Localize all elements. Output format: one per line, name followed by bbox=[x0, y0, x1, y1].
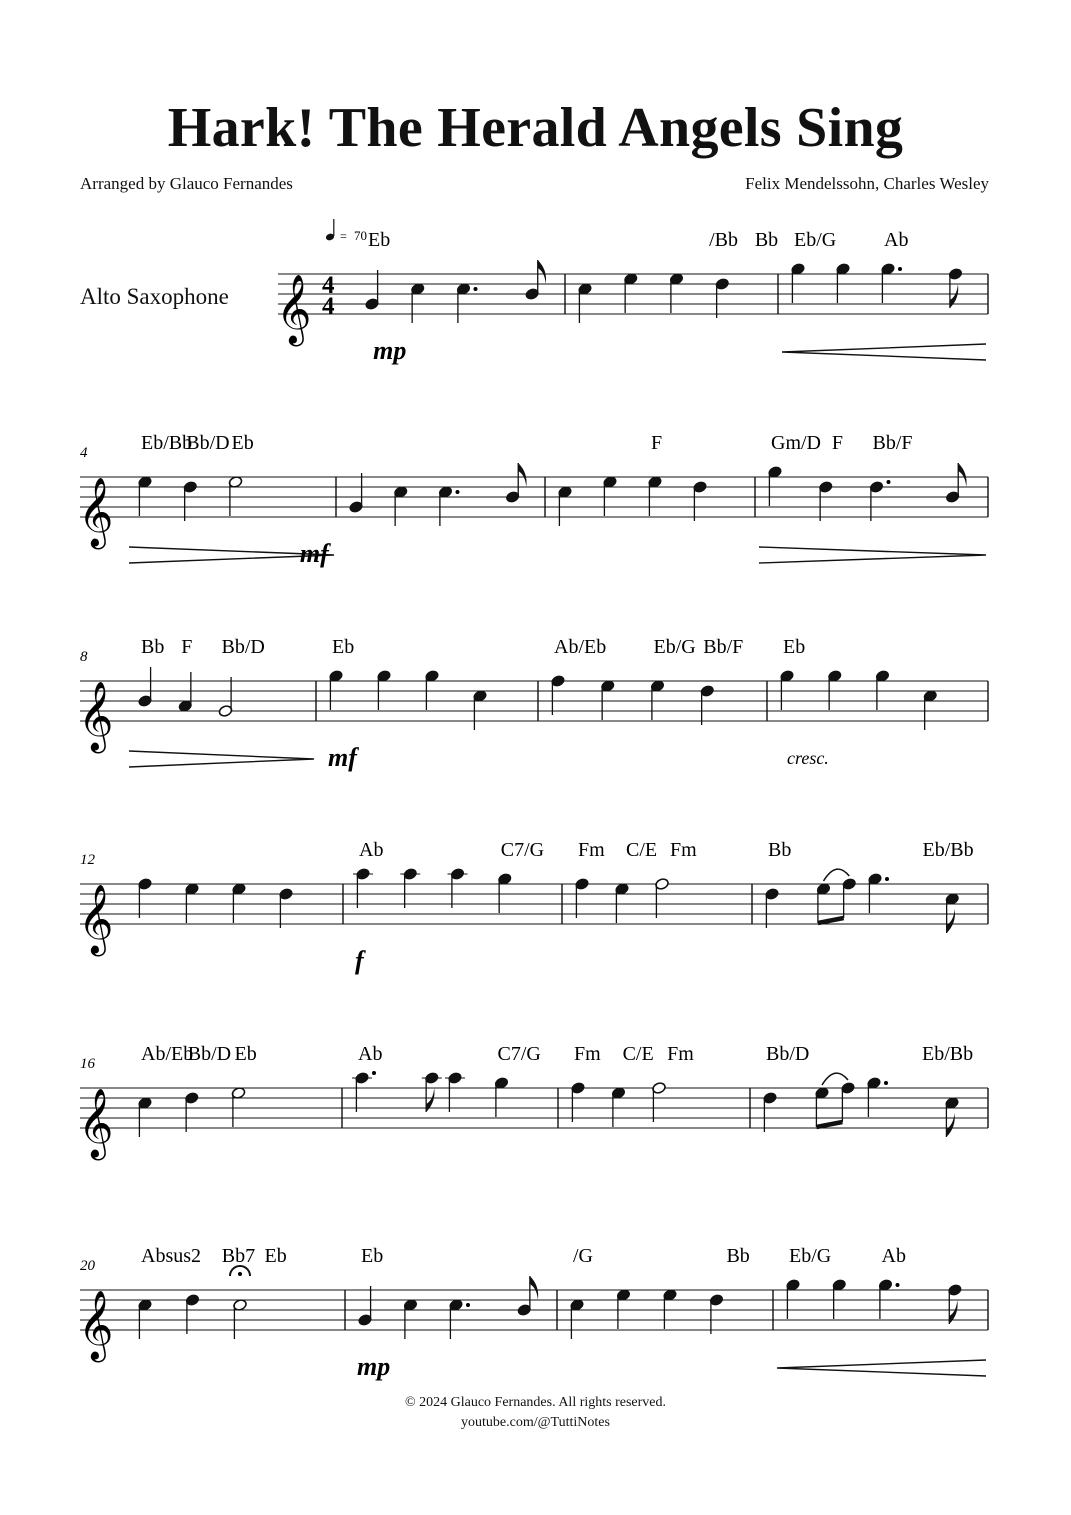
chord-symbol: Absus2 bbox=[141, 1245, 202, 1267]
chord-symbol: Bb/F bbox=[872, 432, 913, 454]
chord-symbol: Bb bbox=[754, 229, 779, 251]
chord-symbol: Eb/G bbox=[653, 636, 696, 658]
chord-symbol: Eb bbox=[332, 636, 355, 658]
chord-symbol: Ab bbox=[359, 839, 384, 861]
chord-symbol: Bb/D bbox=[187, 1043, 232, 1065]
augmentation-dot bbox=[474, 287, 478, 291]
expression-text: cresc. bbox=[787, 748, 829, 768]
augmentation-dot bbox=[884, 1081, 888, 1085]
chord-symbol: Ab bbox=[884, 229, 909, 251]
chord-symbol: C/E bbox=[622, 1043, 654, 1065]
staff-system bbox=[80, 667, 988, 767]
treble-clef-icon: 𝄞 bbox=[78, 1292, 114, 1358]
treble-clef-icon: 𝄞 bbox=[78, 479, 114, 545]
chord-symbol: Eb bbox=[234, 1043, 257, 1065]
chord-symbol: Eb bbox=[231, 432, 254, 454]
chord-symbol: Fm bbox=[574, 1043, 601, 1065]
eighth-flag bbox=[530, 1276, 538, 1300]
diminuendo-hairpin bbox=[129, 751, 314, 767]
eighth-flag bbox=[946, 1113, 954, 1137]
arranger-credit: Arranged by Glauco Fernandes bbox=[80, 174, 293, 193]
chord-symbol: Eb/Bb bbox=[922, 839, 974, 861]
chord-symbol: Eb/G bbox=[794, 229, 837, 251]
chord-symbol: Bb/F bbox=[703, 636, 744, 658]
chord-symbol: Gm/D bbox=[771, 432, 821, 454]
chord-symbol: Bb bbox=[768, 839, 792, 861]
staff-system bbox=[80, 1071, 988, 1137]
treble-clef-icon: 𝄞 bbox=[276, 276, 312, 342]
chord-symbol: Bb bbox=[141, 636, 165, 658]
tempo-equals: = bbox=[340, 229, 347, 243]
chord-symbol: F bbox=[181, 636, 193, 658]
diminuendo-hairpin bbox=[759, 547, 986, 563]
chord-symbol: F bbox=[651, 432, 663, 454]
fermata-dot bbox=[238, 1272, 242, 1276]
chord-symbol: Eb bbox=[361, 1245, 384, 1267]
chord-symbol: Bb7 bbox=[221, 1245, 256, 1267]
staff-system bbox=[80, 1266, 988, 1376]
augmentation-dot bbox=[896, 1283, 900, 1287]
chord-symbol: Bb/D bbox=[766, 1043, 810, 1065]
time-signature-numerator: 4 bbox=[322, 272, 335, 299]
crescendo-hairpin bbox=[777, 1360, 986, 1376]
copyright-notice: © 2024 Glauco Fernandes. All rights reserved. bbox=[404, 1395, 667, 1410]
crescendo-hairpin bbox=[782, 344, 986, 360]
augmentation-dot bbox=[885, 877, 889, 881]
chord-symbol: Ab bbox=[358, 1043, 383, 1065]
chord-symbol: Eb/G bbox=[789, 1245, 832, 1267]
beam bbox=[818, 918, 844, 923]
chord-symbol: Ab bbox=[881, 1245, 906, 1267]
composer-credit: Felix Mendelssohn, Charles Wesley bbox=[745, 174, 989, 193]
instrument-name: Alto Saxophone bbox=[80, 284, 229, 309]
eighth-flag bbox=[538, 260, 546, 284]
eighth-flag bbox=[947, 909, 955, 933]
chord-symbol: C7/G bbox=[500, 839, 545, 861]
measure-number: 4 bbox=[80, 445, 88, 461]
augmentation-dot bbox=[466, 1303, 470, 1307]
dynamic-marking: mp bbox=[357, 1352, 391, 1381]
measure-number: 8 bbox=[80, 649, 88, 665]
chord-symbol: Eb bbox=[368, 229, 391, 251]
chord-symbol: Ab/Eb bbox=[141, 1043, 194, 1065]
augmentation-dot bbox=[887, 480, 891, 484]
song-title: Hark! The Herald Angels Sing bbox=[167, 97, 904, 159]
time-signature-denominator: 4 bbox=[322, 293, 335, 320]
treble-clef-icon: 𝄞 bbox=[78, 1090, 114, 1156]
chord-symbol: Fm bbox=[670, 839, 697, 861]
chord-symbol: Eb/Bb bbox=[922, 1043, 974, 1065]
eighth-flag bbox=[518, 463, 526, 487]
measure-number: 20 bbox=[80, 1258, 95, 1274]
staff-system bbox=[80, 867, 988, 933]
chord-symbol: Ab/Eb bbox=[554, 636, 607, 658]
chord-symbol: Fm bbox=[667, 1043, 694, 1065]
dynamic-marking: mp bbox=[373, 336, 407, 365]
chord-symbol: Bb/D bbox=[221, 636, 265, 658]
beam bbox=[816, 1122, 842, 1127]
measure-number: 16 bbox=[80, 1056, 95, 1072]
chord-symbol: /Bb bbox=[709, 229, 739, 251]
chord-symbol: Eb/Bb bbox=[141, 432, 193, 454]
dynamic-marking: mf bbox=[299, 539, 329, 568]
footer-url: youtube.com/@TuttiNotes bbox=[461, 1415, 610, 1430]
augmentation-dot bbox=[372, 1071, 376, 1075]
slur bbox=[822, 1073, 848, 1085]
chord-symbol: F bbox=[831, 432, 844, 454]
chord-symbol: Eb bbox=[783, 636, 806, 658]
chord-symbol: C7/G bbox=[497, 1043, 541, 1065]
augmentation-dot bbox=[898, 267, 902, 271]
chord-symbol: /G bbox=[573, 1245, 593, 1267]
eighth-flag bbox=[958, 463, 966, 487]
measure-number: 12 bbox=[80, 852, 95, 868]
dynamic-marking: mf bbox=[328, 743, 357, 772]
chord-symbol: C/E bbox=[626, 839, 658, 861]
tempo-bpm: 70 bbox=[354, 228, 367, 243]
slur bbox=[824, 869, 850, 881]
augmentation-dot bbox=[456, 490, 460, 494]
chord-symbol: Eb bbox=[264, 1245, 287, 1267]
staff-system bbox=[80, 463, 988, 563]
dynamic-marking: f bbox=[355, 946, 364, 975]
treble-clef-icon: 𝄞 bbox=[78, 886, 114, 952]
treble-clef-icon: 𝄞 bbox=[78, 683, 114, 749]
chord-symbol: Fm bbox=[578, 839, 605, 861]
chord-symbol: Bb bbox=[726, 1245, 750, 1267]
chord-symbol: Bb/D bbox=[186, 432, 230, 454]
tempo-marking bbox=[325, 219, 335, 241]
